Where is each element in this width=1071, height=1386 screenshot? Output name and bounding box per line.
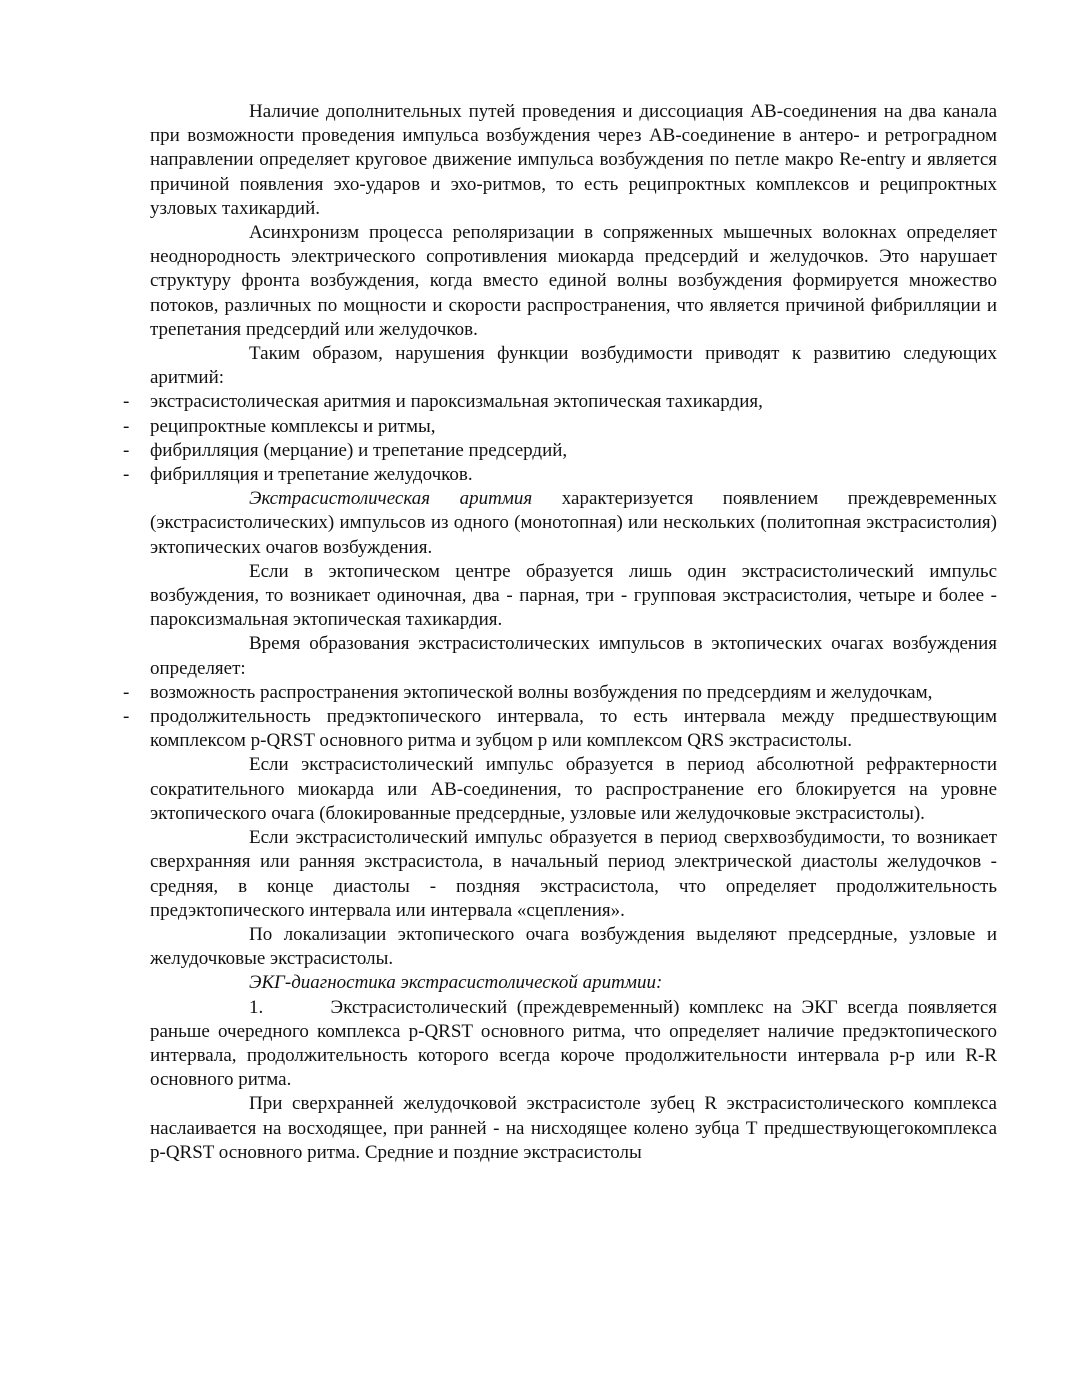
section-heading [150, 971, 997, 995]
list-item: - фибрилляция и трепетание желудочков. [150, 463, 997, 487]
list-item: - экстрасистолическая аритмия и пароксизмальная эктопическая тахикардия, [150, 390, 997, 414]
paragraph-text: характеризуется появлением преждевременных (экстрасистолических) импульсов из одного (монотопная) или нескольких (политопная экстрасистолия) эктопических очагов возбуждения. [150, 488, 998, 558]
paragraph-extrasystolic-definition [150, 487, 997, 560]
emphasis-term: Экстрасистолическая аритмия [249, 488, 533, 510]
paragraph-ecg-point-1: 1. Экстрасистолический (преждевременный) комплекс на ЭКГ всегда появляется раньше очередного комплекса p-QRST основного ритма, что определяет наличие предэктопического интервала, продолжительность которого всегда короче продолжительности интервала р-р или R-R основного ритма. [150, 996, 997, 1091]
list-item: - реципроктные комплексы и ритмы, [150, 415, 997, 439]
paragraph-repolarization: Асинхронизм процесса реполяризации в сопряженных мышечных волокнах определяет неоднородность электрического сопротивления миокарда предсердий и желудочков. Это нарушает структуру фронта возбуждения, когда вместо единой волны возбуждения формируется множество потоков, различных по мощности и скорости распространения, что является причиной фибрилляции и трепетания предсердий или желудочков. [150, 222, 997, 340]
list-item: - возможность распространения эктопической волны возбуждения по предсердиям и желудочкам, [150, 681, 997, 705]
arrhythmia-list [150, 390, 997, 487]
paragraph-localization: По локализации эктопического очага возбуждения выделяют предсердные, узловые и желудочковые экстрасистолы. [150, 923, 997, 970]
list-item: - продолжительность предэктопического интервала, то есть интервала между предшествующим комплексом p-QRST основного ритма и зубцом р или комплексом QRS экстрасистолы. [150, 705, 997, 753]
list-item: - фибрилляция (мерцание) и трепетание предсердий, [150, 439, 997, 463]
paragraph-summary: Таким образом, нарушения функции возбудимости приводят к развитию следующих аритмий: [150, 343, 997, 389]
document-page [150, 100, 997, 1165]
paragraph-timing: Время образования экстрасистолических импульсов в эктопических очагах возбуждения определяет: [150, 633, 997, 679]
paragraph-ventricular: При сверхранней желудочковой экстрасистоле зубец R экстрасистолического комплекса наслаивается на восходящее, при ранней - на нисходящее колено зубца Т предшествующегокомплекса p-QRST основного ритма. Средние и поздние экстрасистолы [150, 1093, 997, 1163]
timing-list [150, 681, 997, 754]
heading-text: ЭКГ-диагностика экстрасистолической аритмии: [249, 972, 663, 994]
paragraph-refractory: Если экстрасистолический импульс образуется в период абсолютной рефрактерности сократительного миокарда или АВ-соединения, то распространение его блокируется на уровне эктопического очага (блокированные предсердные, узловые или желудочковые экстрасистолы). [150, 754, 997, 824]
paragraph-single-impulse: Если в эктопическом центре образуется лишь один экстрасистолический импульс возбуждения, то возникает одиночная, два - парная, три - групповая экстрасистолия, четыре и более - пароксизмальная эктопическая тахикардия. [150, 560, 997, 631]
paragraph-reentry: Наличие дополнительных путей проведения и диссоциация АВ-соединения на два канала при возможности проведения импульса возбуждения через АВ-соединение в антеро- и ретроградном направлении определяет круговое движение импульса возбуждения по петле макро Re-entry и является причиной появления эхо-ударов и эхо-ритмов, то есть реципроктных комплексов и реципроктных узловых тахикардий. [150, 101, 997, 219]
paragraph-hyperexcitability: Если экстрасистолический импульс образуется в период сверхвозбудимости, то возникает сверхранняя или ранняя экстрасистола, в начальный период электрической диастолы желудочков - средняя, в конце диастолы - поздняя экстрасистола, что определяет продолжительность предэктопического интервала или интервала «сцепления». [150, 827, 997, 921]
